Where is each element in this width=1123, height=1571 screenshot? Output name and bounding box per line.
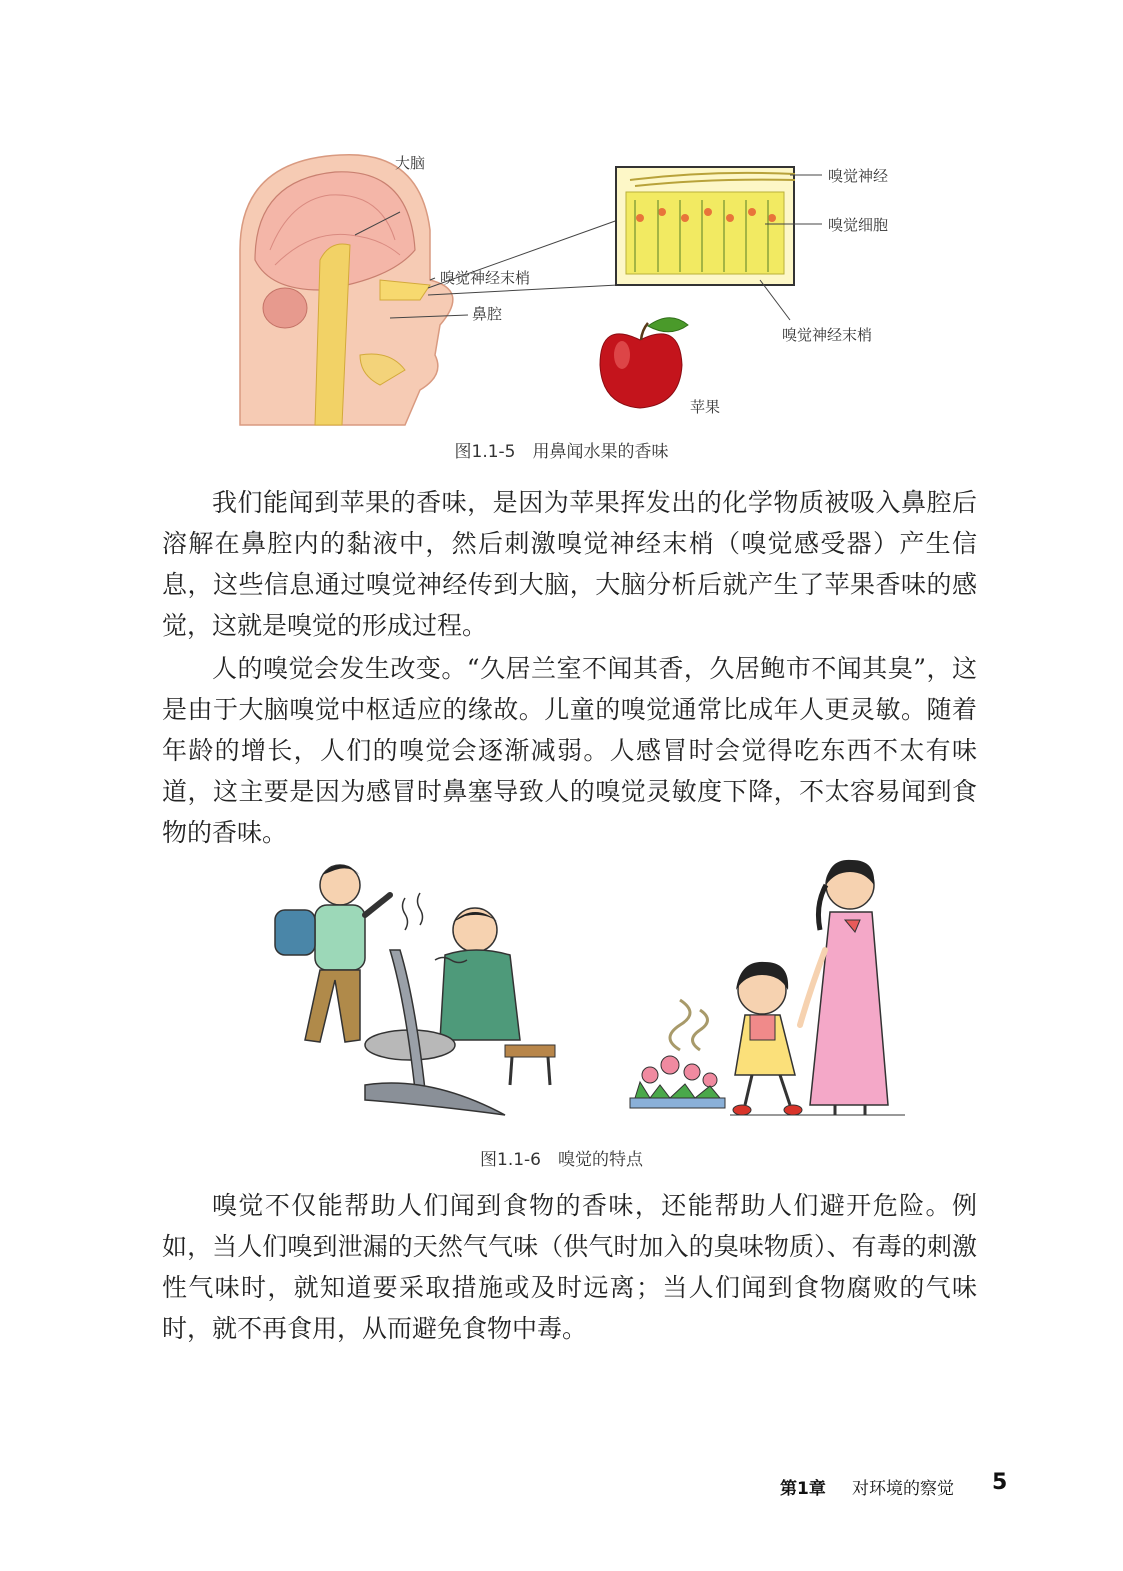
label-olfactory-cells: 嗅觉细胞	[828, 216, 889, 234]
page-footer	[780, 1470, 1010, 1500]
olfaction-characteristics-illustration	[240, 850, 920, 1130]
figure-1-caption: 图1.1-5 用鼻闻水果的香味	[454, 442, 669, 462]
olfaction-diagram	[230, 140, 920, 430]
label-nerve-endings-left: 嗅觉神经末梢	[440, 269, 531, 287]
fish-market-scene	[275, 865, 555, 1115]
head-cross-section	[240, 155, 453, 425]
backpack	[275, 910, 315, 955]
mother-child-scene	[630, 860, 905, 1115]
page-number: 5	[992, 1470, 1008, 1495]
chapter-number: 第1章	[780, 1479, 826, 1499]
figure-2-caption: 图1.1-6 嗅觉的特点	[480, 1150, 643, 1170]
label-brain: 大脑	[395, 154, 426, 172]
paragraph-1: 我们能闻到苹果的香味，是因为苹果挥发出的化学物质被吸入鼻腔后溶解在鼻腔内的黏液中，然后刺激嗅觉神经末梢（嗅觉感受器）产生信息，这些信息通过嗅觉神经传到大脑，大脑分析后就产生了苹果香味的感觉，这就是嗅觉的形成过程。	[162, 488, 977, 640]
apple-illustration	[600, 318, 688, 408]
chapter-title: 对环境的察觉	[852, 1479, 954, 1499]
label-nasal-cavity: 鼻腔	[472, 305, 503, 323]
fish	[390, 950, 425, 1090]
olfactory-epithelium-detail	[616, 167, 795, 285]
flower-planter	[630, 1098, 725, 1108]
boy-head	[320, 865, 360, 905]
label-apple: 苹果	[690, 398, 721, 416]
label-olfactory-nerve: 嗅觉神经	[828, 167, 889, 185]
paragraph-3: 嗅觉不仅能帮助人们闻到食物的香味，还能帮助人们避开危险。例如，当人们嗅到泄漏的天然气气味（供气时加入的臭味物质）、有毒的刺激性气味时，就知道要采取措施或及时远离；当人们闻到食物腐败的气味时，就不再食用，从而避免食物中毒。	[162, 1191, 977, 1343]
paragraph-2: 人的嗅觉会发生改变。“久居兰室不闻其香，久居鲍市不闻其臭”，这是由于大脑嗅觉中枢适应的缘故。儿童的嗅觉通常比成年人更灵敏。随着年龄的增长，人们的嗅觉会逐渐减弱。人感冒时会觉得吃东西不太有味道，这主要是因为感冒时鼻塞导致人的嗅觉灵敏度下降，不太容易闻到食物的香味。	[162, 654, 977, 847]
label-nerve-endings-right: 嗅觉神经末梢	[782, 326, 873, 344]
